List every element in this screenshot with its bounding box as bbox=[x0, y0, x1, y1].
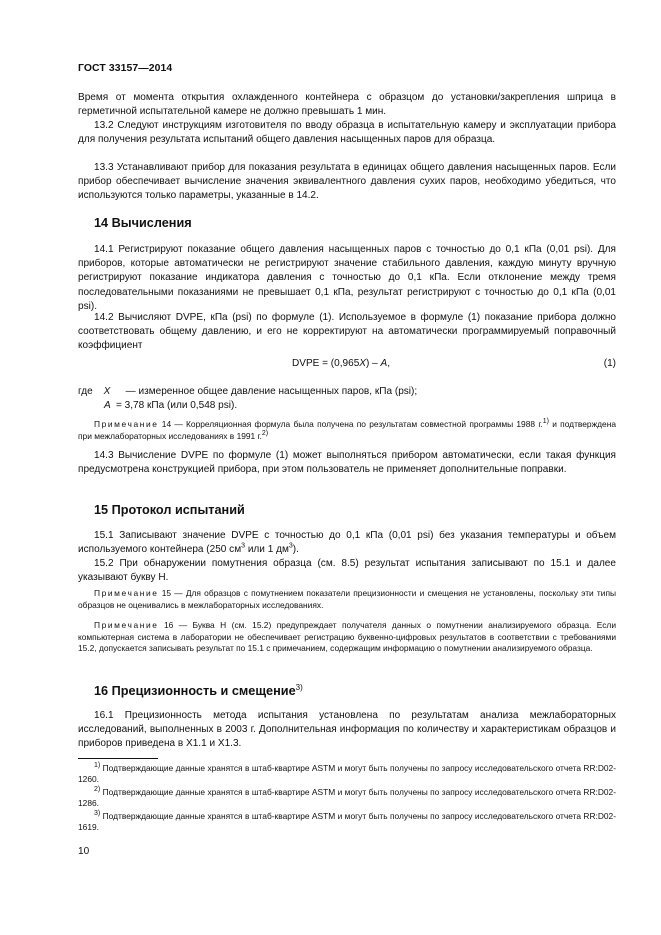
paragraph-13-2: 13.2 Следуют инструкциям изготовителя по вводу образца в испытательную камеру и эксплуатации прибора для получения результата испытаний общего давления насыщенных паров для образца. bbox=[78, 120, 616, 146]
paragraph-13-3: 13.3 Устанавливают прибор для показания результата в единицах общего давления насыщенных паров. Если прибор обеспечивает вычисление значения эквивалентного давления сухих паров, необходимо убедиться, что используются только параметры, указанные в 14.2. bbox=[78, 162, 616, 202]
document-header: ГОСТ 33157—2014 bbox=[78, 63, 173, 74]
paragraph-15-1: 15.1 Записывают значение DVPE с точностью до 0,1 кПа (0,01 psi) без указания температуры и объем используемого контейнера (250 $см^3$ или 1 $дм^3$). bbox=[78, 530, 616, 556]
paragraph-14-3: 14.3 Вычисление DVPE по формуле (1) может выполняться прибором автоматически, если такая функция предусмотрена конструкцией прибора, при этом пользователь не применяет дополнительные поправки. bbox=[78, 450, 616, 476]
paragraph-14-2: 14.2 Вычисляют DVPE, кПа (psi) по формуле (1). Используемое в формуле (1) показание прибора должно соответствовать общему давлению, и его не корректируют на автоматически программируемый поправочный коэффициент bbox=[78, 312, 616, 352]
paragraph-15-2: 15.2 При обнаружении помутнения образца (см. 8.5) результат испытания записывают по 15.1 и далее указывают букву Н. bbox=[78, 558, 616, 584]
footnote-1: $^{1)}$ Подтверждающие данные хранятся в штаб-квартире ASTM и могут быть получены по запросу исследовательского отчета RR:D02-1260. bbox=[78, 762, 616, 785]
section-14-heading: 14 Вычисления bbox=[94, 216, 192, 230]
formula-1 bbox=[78, 358, 616, 372]
footnote-2: $^{2)}$ Подтверждающие данные хранятся в штаб-квартире ASTM и могут быть получены по запросу исследовательского отчета RR:D02-1286. bbox=[78, 786, 616, 809]
paragraph-16-1: 16.1 Прецизионность метода испытания установлена по результатам анализа межлабораторных исследований, выполненных в 2003 г. Дополнительная информация по количеству и характеристикам образцов и приборов приведена в X1.1 и X1.3. bbox=[78, 710, 616, 750]
paragraph-13-1-end: Время от момента открытия охлажденного контейнера с образцом до установки/закрепления шприца в герметичной испытательной камере не должно превышать 1 мин. bbox=[78, 92, 616, 118]
footnote-separator bbox=[78, 758, 158, 759]
footnote-3: $^{3)}$ Подтверждающие данные хранятся в штаб-квартире ASTM и могут быть получены по запросу исследовательского отчета RR:D02-1619. bbox=[78, 810, 616, 833]
paragraph-14-1: 14.1 Регистрируют показание общего давления насыщенных паров с точностью до 0,1 кПа (0,01 psi). Для приборов, которые автоматически не регистрируют значение стабильного давления, каждую минуту вручную регистрируют показание индикатора давления с точностью до 0,1 кПа. Если отклонение между тремя последовательными показаниями не превышает 0,1 кПа, результат регистрируют с точностью до 0,1 кПа (0,01 psi). bbox=[78, 244, 616, 312]
formula-legend-x: где X — измеренное общее давление насыщенных паров, кПа (psi); bbox=[78, 386, 418, 397]
section-15-heading: 15 Протокол испытаний bbox=[94, 503, 245, 517]
note-14: Примечание 14 — Корреляционная формула была получена по результатам совместной программы 1988 г.$^{1)}$ и подтверждена при межлабораторных исследованиях в 1991 г.$^{2)}$ bbox=[78, 418, 617, 441]
note-15: Примечание 15 — Для образцов с помутнением показатели прецизионности и смещения не установлены, поскольку эти типы образцов не оценивались в межлабораторных исследованиях. bbox=[78, 588, 617, 610]
section-16-heading: 16 Прецизионность и смещение$^{3)}$ bbox=[94, 682, 303, 698]
formula-number: (1) bbox=[603, 358, 616, 369]
formula-legend-a: A = 3,78 кПа (или 0,548 psi). bbox=[104, 400, 238, 411]
formula-expression: DVPE = (0,965X) – A, bbox=[292, 358, 391, 369]
page-number: 10 bbox=[78, 846, 90, 857]
note-16: Примечание 16 — Буква Н (см. 15.2) предупреждает получателя данных о помутнении анализируемого образца. Если компьютерная система в лаборатории не обеспечивает регистрацию буквенно-цифровых результатов в соответствии с требованиями 15.2, допускается записывать результат по 15.1 с примечанием, содержащим информацию о помутнении анализируемого образца. bbox=[78, 620, 616, 654]
